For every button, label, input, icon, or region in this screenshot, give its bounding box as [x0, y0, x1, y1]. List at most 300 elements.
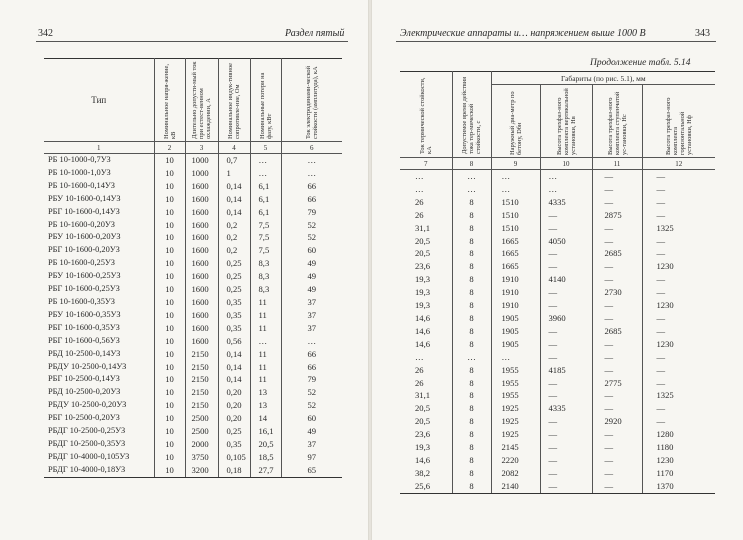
- table-cell: 8,3: [250, 257, 281, 270]
- table-row: [400, 389, 715, 402]
- table-cell: 49: [281, 283, 342, 296]
- table-row: [400, 364, 715, 377]
- table-cell: 1280: [642, 428, 715, 441]
- table-cell: 37: [281, 322, 342, 335]
- table-cell: 1665: [491, 260, 540, 273]
- table-cell: 0,20: [218, 399, 250, 412]
- table-row: [44, 180, 342, 193]
- table-row: [44, 270, 342, 283]
- table-row: [44, 335, 342, 348]
- table-row: [400, 209, 715, 222]
- table-cell: 8: [452, 428, 491, 441]
- table-cell: 0,14: [218, 206, 250, 219]
- table-cell: 11: [250, 373, 281, 386]
- left-page: [0, 0, 368, 540]
- table-row: [44, 425, 342, 438]
- table-cell: 2875: [592, 209, 642, 222]
- table-cell: —: [592, 312, 642, 325]
- table-cell: 8: [452, 377, 491, 390]
- column-number: 11: [592, 158, 642, 170]
- table-cell: 1510: [491, 222, 540, 235]
- column-header: [540, 85, 592, 158]
- table-row: [44, 231, 342, 244]
- table-cell: —: [540, 209, 592, 222]
- table-cell: 2150: [185, 373, 218, 386]
- column-number: 7: [400, 158, 452, 170]
- table-cell: 10: [154, 335, 185, 348]
- table-cell: 14,6: [415, 312, 431, 323]
- header-rule-right: [396, 41, 716, 42]
- table-cell: …: [281, 154, 342, 167]
- table-cell: 0,20: [218, 412, 250, 425]
- table-cell: 10: [154, 464, 185, 477]
- table-cell: —: [642, 235, 715, 248]
- column-number: 6: [281, 142, 342, 154]
- table-cell: 1230: [642, 299, 715, 312]
- column-number: 5: [250, 142, 281, 154]
- table-cell: 1000: [185, 167, 218, 180]
- table-cell: РБУ 10-1600-0,20УЗ: [48, 232, 121, 242]
- table-cell: —: [642, 209, 715, 222]
- table-cell: —: [592, 338, 642, 351]
- table-cell: 1600: [185, 283, 218, 296]
- table-cell: 52: [281, 386, 342, 399]
- table-cell: 1955: [491, 389, 540, 402]
- table-cell: 7,5: [250, 244, 281, 257]
- table-cell: РБУ 10-1600-0,35УЗ: [48, 309, 121, 319]
- table-cell: 0,7: [218, 154, 250, 167]
- table-cell: 8: [452, 247, 491, 260]
- table-cell: 1910: [491, 299, 540, 312]
- column-number: 10: [540, 158, 592, 170]
- table-cell: —: [642, 377, 715, 390]
- column-header-text: Длительно допусти-мый ток при естест-венном охлаждении, А: [191, 61, 212, 139]
- table-cell: 1600: [185, 206, 218, 219]
- table-cell: 20,5: [415, 403, 431, 414]
- table-cell: 11: [250, 348, 281, 361]
- table-row: [44, 154, 342, 167]
- column-header: [218, 59, 250, 142]
- table-cell: РБ 10-1600-0,25УЗ: [48, 258, 115, 268]
- table-row: [400, 170, 715, 183]
- table-cell: —: [642, 170, 715, 183]
- table-cell: 10: [154, 412, 185, 425]
- table-cell: 6,1: [250, 180, 281, 193]
- table-cell: 8: [452, 338, 491, 351]
- group-header-blank: [452, 72, 491, 158]
- table-cell: —: [592, 222, 642, 235]
- table-cell: РБГ 10-2500-0,20УЗ: [48, 413, 120, 423]
- table-cell: —: [540, 454, 592, 467]
- table-cell: —: [592, 402, 642, 415]
- table-cell: 10: [154, 386, 185, 399]
- table-row: [44, 464, 342, 477]
- column-number-row: [44, 142, 342, 154]
- table-cell: 8,3: [250, 270, 281, 283]
- column-header: Ток термической стойкости, кА: [418, 77, 433, 154]
- column-number: 12: [642, 158, 715, 170]
- table-cell: —: [592, 441, 642, 454]
- table-cell: 6,1: [250, 193, 281, 206]
- table-cell: РБГ 10-1600-0,35УЗ: [48, 322, 120, 332]
- table-cell: —: [540, 480, 592, 493]
- table-cell: 1905: [491, 325, 540, 338]
- table-cell: 10: [154, 244, 185, 257]
- table-cell: 3750: [185, 451, 218, 464]
- table-cell: …: [281, 335, 342, 348]
- table-cell: 8: [452, 467, 491, 480]
- table-cell: 1230: [642, 260, 715, 273]
- left-table: [44, 58, 342, 478]
- table-cell: —: [592, 273, 642, 286]
- table-cell: 4050: [540, 235, 592, 248]
- table-cell: —: [540, 260, 592, 273]
- table-cell: 19,3: [415, 300, 431, 311]
- table-cell: 8: [452, 209, 491, 222]
- table-cell: 1600: [185, 231, 218, 244]
- table-cell: 8: [452, 196, 491, 209]
- table-cell: …: [250, 335, 281, 348]
- table-cell: —: [540, 441, 592, 454]
- table-cell: 16,1: [250, 425, 281, 438]
- table-cell: 10: [154, 361, 185, 374]
- table-cell: 6,1: [250, 206, 281, 219]
- table-row: [44, 257, 342, 270]
- column-header: Допустимое время действия тока тер-мической стойкости, с: [461, 76, 482, 154]
- group-header-blank: [400, 72, 452, 158]
- table-cell: 10: [154, 231, 185, 244]
- table-cell: —: [642, 286, 715, 299]
- table-cell: —: [540, 325, 592, 338]
- table-cell: 10: [154, 219, 185, 232]
- table-cell: 97: [281, 451, 342, 464]
- table-cell: 1325: [642, 222, 715, 235]
- table-cell: 38,2: [415, 467, 431, 478]
- table-row: [400, 338, 715, 351]
- column-header-text: Номинальные потери на фазу, кВт: [258, 72, 273, 139]
- table-cell: —: [540, 415, 592, 428]
- table-row: [44, 296, 342, 309]
- table-cell: РБДУ 10-2500-0,14УЗ: [48, 361, 127, 371]
- table-cell: —: [592, 389, 642, 402]
- table-cell: 8: [452, 299, 491, 312]
- table-row: [400, 415, 715, 428]
- table-row: [400, 312, 715, 325]
- page-number-right: 343: [695, 28, 710, 39]
- table-cell: —: [642, 196, 715, 209]
- table-cell: 8: [452, 325, 491, 338]
- table-row: [44, 167, 342, 180]
- table-cell: 1905: [491, 312, 540, 325]
- table-cell: 2685: [592, 247, 642, 260]
- table-row: [44, 451, 342, 464]
- column-header: [281, 59, 342, 142]
- table-cell: 0,14: [218, 348, 250, 361]
- table-cell: —: [642, 415, 715, 428]
- table-cell: …: [540, 170, 592, 183]
- table-cell: —: [592, 364, 642, 377]
- table-cell: РБГ 10-1600-0,20УЗ: [48, 245, 120, 255]
- table-cell: 1600: [185, 296, 218, 309]
- table-row: [400, 235, 715, 248]
- table-cell: 1230: [642, 454, 715, 467]
- table-cell: 10: [154, 309, 185, 322]
- table-cell: 2150: [185, 361, 218, 374]
- table-cell: 8: [452, 415, 491, 428]
- table-cell: РБГ 10-2500-0,14УЗ: [48, 374, 120, 384]
- table-cell: —: [592, 454, 642, 467]
- table-cell: 0,25: [218, 283, 250, 296]
- table-cell: 8: [452, 402, 491, 415]
- table-cell: —: [592, 480, 642, 493]
- table-cell: …: [491, 170, 540, 183]
- table-cell: 0,56: [218, 335, 250, 348]
- table-cell: 2000: [185, 438, 218, 451]
- table-cell: —: [642, 351, 715, 364]
- table-cell: 23,6: [415, 261, 431, 272]
- page-number-left: 342: [38, 28, 53, 39]
- table-cell: 52: [281, 231, 342, 244]
- table-cell: 10: [154, 167, 185, 180]
- table-row: [400, 351, 715, 364]
- table-cell: 2920: [592, 415, 642, 428]
- table-row: [44, 361, 342, 374]
- table-cell: 1600: [185, 309, 218, 322]
- table-cell: РБ 10-1600-0,14УЗ: [48, 180, 115, 190]
- table-cell: 1230: [642, 338, 715, 351]
- table-cell: 0,2: [218, 244, 250, 257]
- table-row: [400, 428, 715, 441]
- table-cell: РБДУ 10-2500-0,20УЗ: [48, 400, 127, 410]
- table-cell: 1905: [491, 338, 540, 351]
- table-cell: 37: [281, 309, 342, 322]
- table-cell: 1955: [491, 364, 540, 377]
- table-row: [44, 193, 342, 206]
- table-cell: 11: [250, 361, 281, 374]
- table-row: [400, 299, 715, 312]
- table-cell: …: [452, 183, 491, 196]
- table-row: [400, 247, 715, 260]
- table-cell: 14,6: [415, 338, 431, 349]
- group-header: Габариты (по рис. 5.1), мм: [491, 72, 715, 85]
- table-cell: 37: [281, 438, 342, 451]
- table-cell: 4185: [540, 364, 592, 377]
- column-number: 4: [218, 142, 250, 154]
- table-cell: РБ 10-1000-1,0УЗ: [48, 167, 111, 177]
- table-cell: 8: [452, 312, 491, 325]
- table-cell: 0,25: [218, 257, 250, 270]
- table-cell: 8: [452, 441, 491, 454]
- table-cell: 0,14: [218, 373, 250, 386]
- column-header-text: Ток электродинами-ческой стойкости (амплитуда), кА: [304, 65, 319, 139]
- table-row: [400, 454, 715, 467]
- table-cell: 2220: [491, 454, 540, 467]
- table-cell: 26: [415, 364, 424, 375]
- column-header: [44, 59, 154, 142]
- table-cell: —: [642, 325, 715, 338]
- table-cell: 2150: [185, 399, 218, 412]
- column-header: [185, 59, 218, 142]
- table-cell: 10: [154, 373, 185, 386]
- table-row: [44, 386, 342, 399]
- column-header: [154, 59, 185, 142]
- table-row: [44, 206, 342, 219]
- table-cell: 19,3: [415, 442, 431, 453]
- table-cell: РБ 10-1000-0,7УЗ: [48, 155, 111, 164]
- table-cell: 1600: [185, 193, 218, 206]
- table-cell: 11: [250, 322, 281, 335]
- table-cell: —: [540, 299, 592, 312]
- table-cell: 0,14: [218, 361, 250, 374]
- table-cell: 2150: [185, 348, 218, 361]
- table-cell: —: [592, 467, 642, 480]
- table-cell: 1955: [491, 377, 540, 390]
- table-cell: 1510: [491, 209, 540, 222]
- table-cell: 10: [154, 296, 185, 309]
- table-row: [44, 244, 342, 257]
- table-cell: —: [592, 183, 642, 196]
- table-cell: РБУ 10-1600-0,14УЗ: [48, 193, 121, 203]
- right-table: [400, 71, 715, 494]
- column-header-text: Тип: [91, 95, 107, 105]
- table-cell: РБДГ 10-2500-0,25УЗ: [48, 426, 126, 436]
- table-cell: 66: [281, 361, 342, 374]
- table-cell: 1925: [491, 415, 540, 428]
- table-cell: 2685: [592, 325, 642, 338]
- table-cell: 52: [281, 399, 342, 412]
- table-cell: 0,25: [218, 270, 250, 283]
- table-cell: 2775: [592, 377, 642, 390]
- table-cell: 2500: [185, 425, 218, 438]
- table-cell: 1600: [185, 335, 218, 348]
- table-cell: 8,3: [250, 283, 281, 296]
- table-cell: РБД 10-2500-0,14УЗ: [48, 348, 121, 358]
- table-cell: 1910: [491, 286, 540, 299]
- table-cell: 8: [452, 389, 491, 402]
- table-cell: …: [250, 167, 281, 180]
- table-cell: 0,35: [218, 322, 250, 335]
- section-title-right: Электрические аппараты и… напряжением выше 1000 В: [400, 28, 646, 39]
- table-cell: 2082: [491, 467, 540, 480]
- table-cell: 2730: [592, 286, 642, 299]
- table-cell: 0,20: [218, 386, 250, 399]
- table-cell: 10: [154, 451, 185, 464]
- table-cell: 10: [154, 399, 185, 412]
- table-cell: 0,18: [218, 464, 250, 477]
- table-cell: —: [540, 222, 592, 235]
- column-header-text: Номинальное индук-тивное сопротивле-ние, Ом: [227, 63, 241, 139]
- table-cell: 23,6: [415, 429, 431, 440]
- table-cell: 0,25: [218, 425, 250, 438]
- table-row: [400, 196, 715, 209]
- table-cell: 8: [452, 364, 491, 377]
- table-cell: —: [642, 273, 715, 286]
- table-row: [44, 399, 342, 412]
- table-cell: 19,3: [415, 274, 431, 285]
- table-cell: 10: [154, 257, 185, 270]
- table-cell: 8: [452, 286, 491, 299]
- table-cell: 2500: [185, 412, 218, 425]
- table-cell: 14: [250, 412, 281, 425]
- table-cell: РБГ 10-1600-0,56УЗ: [48, 335, 120, 345]
- table-cell: 25,6: [400, 480, 452, 493]
- table-cell: —: [540, 338, 592, 351]
- table-cell: 2140: [491, 480, 540, 493]
- table-cell: …: [281, 167, 342, 180]
- table-cell: 52: [281, 219, 342, 232]
- table-cell: —: [540, 389, 592, 402]
- table-cell: 0,14: [218, 193, 250, 206]
- table-cell: —: [642, 312, 715, 325]
- table-cell: —: [592, 428, 642, 441]
- table-cell: 8: [452, 235, 491, 248]
- table-cell: 10: [154, 283, 185, 296]
- table-cell: 14,6: [415, 454, 431, 465]
- table-cell: 1665: [491, 247, 540, 260]
- column-header-text: Высота трехфаз-ного комплекта вертикальной установки, Hв: [555, 88, 577, 155]
- table-cell: 1000: [185, 154, 218, 167]
- table-cell: —: [592, 196, 642, 209]
- table-cell: 49: [281, 425, 342, 438]
- table-cell: 66: [281, 348, 342, 361]
- column-number: 9: [491, 158, 540, 170]
- table-cell: 0,2: [218, 219, 250, 232]
- table-cell: 65: [281, 464, 342, 477]
- table-cell: 0,35: [218, 438, 250, 451]
- table-cell: 20,5: [250, 438, 281, 451]
- table-cell: …: [452, 170, 491, 183]
- table-cell: 0,35: [218, 296, 250, 309]
- table-row: [400, 222, 715, 235]
- table-cell: —: [540, 428, 592, 441]
- table-cell: 10: [154, 180, 185, 193]
- table-cell: 10: [154, 425, 185, 438]
- table-cell: 8: [452, 480, 491, 493]
- table-cell: 37: [281, 296, 342, 309]
- table-row: [400, 273, 715, 286]
- table-cell: 19,3: [415, 287, 431, 298]
- table-cell: —: [642, 247, 715, 260]
- table-row: [400, 480, 715, 493]
- table-cell: 1925: [491, 428, 540, 441]
- table-cell: —: [592, 299, 642, 312]
- table-cell: 3200: [185, 464, 218, 477]
- table-row: [44, 309, 342, 322]
- table-cell: 1180: [642, 441, 715, 454]
- table-cell: РБД 10-2500-0,20УЗ: [48, 387, 121, 397]
- table-cell: 20,5: [415, 416, 431, 427]
- table-cell: …: [415, 351, 424, 362]
- table-cell: 4335: [540, 402, 592, 415]
- table-cell: —: [540, 377, 592, 390]
- table-cell: 4335: [540, 196, 592, 209]
- table-cell: 1600: [185, 180, 218, 193]
- table-cell: 7,5: [250, 219, 281, 232]
- table-cell: —: [592, 170, 642, 183]
- table-cell: 79: [281, 206, 342, 219]
- column-number-row: [400, 158, 715, 170]
- table-cell: РБДГ 10-4000-0,105УЗ: [48, 451, 130, 461]
- table-cell: 49: [281, 270, 342, 283]
- table-cell: РБУ 10-1600-0,25УЗ: [48, 271, 121, 281]
- table-cell: РБ 10-1600-0,20УЗ: [48, 219, 115, 229]
- table-row: [44, 438, 342, 451]
- table-row: [400, 377, 715, 390]
- table-cell: 60: [281, 412, 342, 425]
- table-cell: 0,2: [218, 231, 250, 244]
- column-number: 2: [154, 142, 185, 154]
- table-row: [400, 402, 715, 415]
